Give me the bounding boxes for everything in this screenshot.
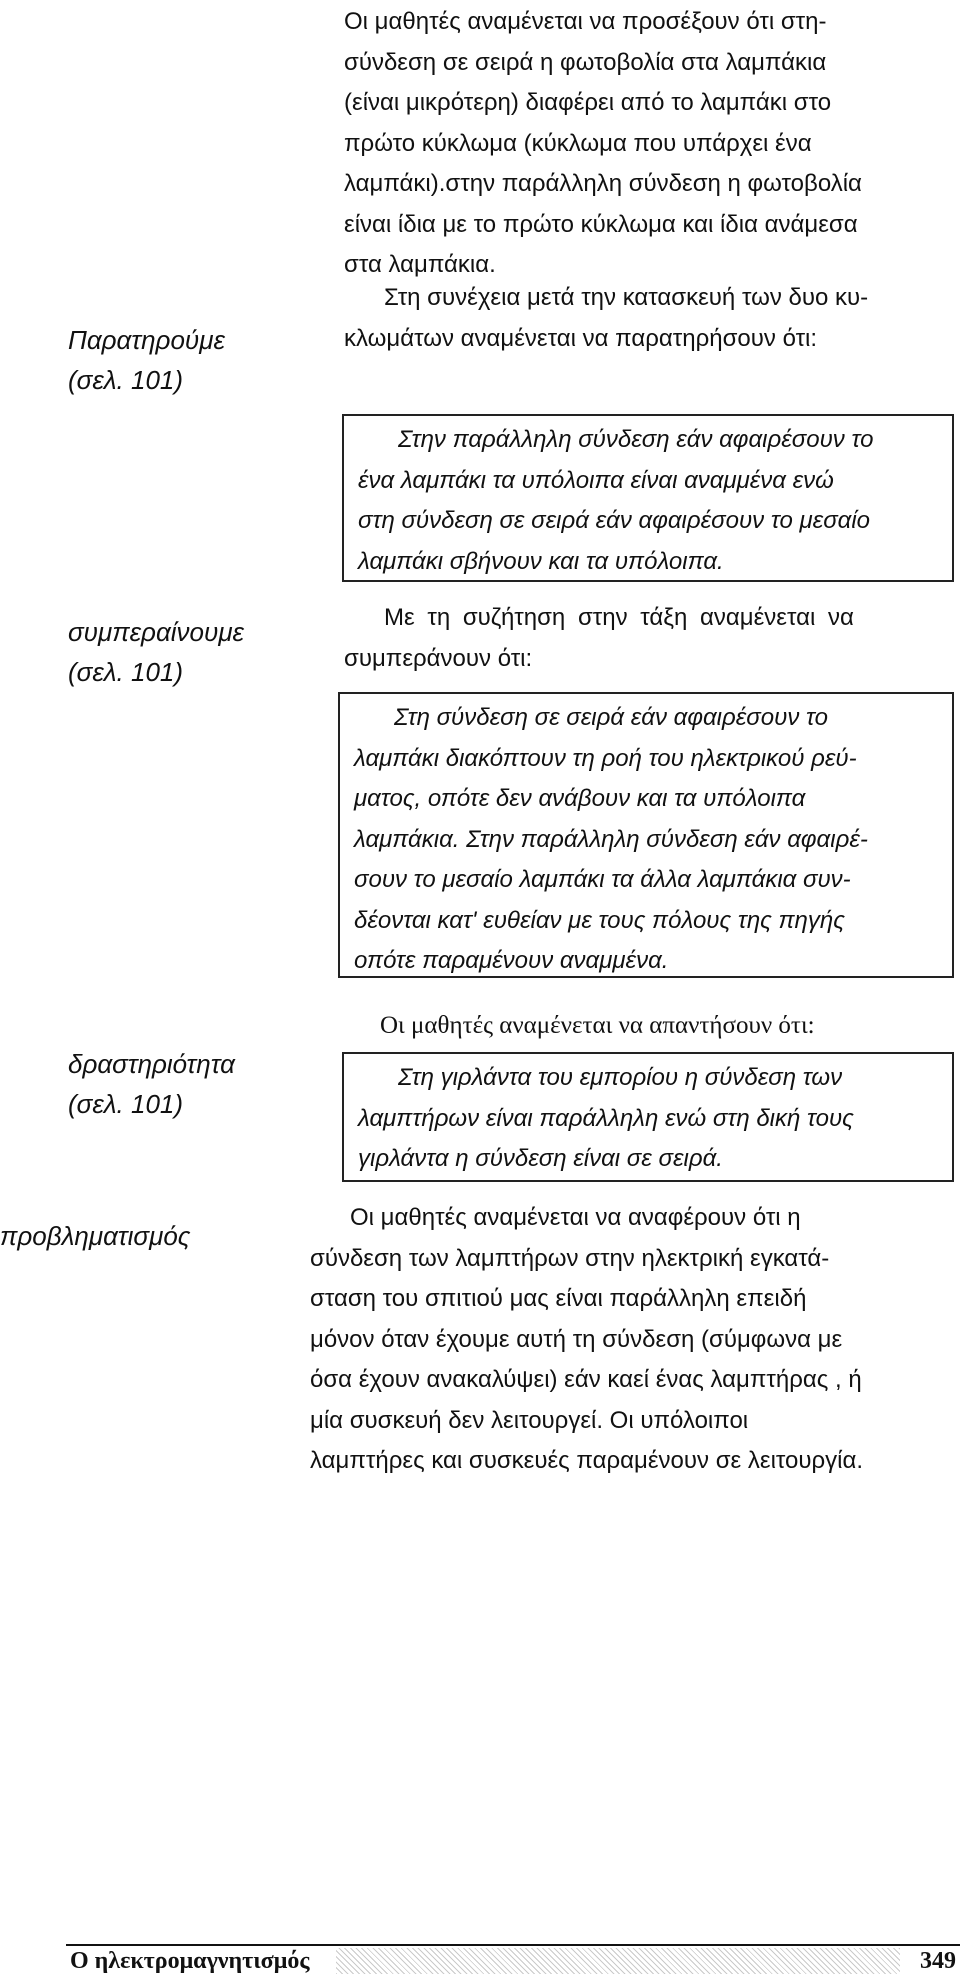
text-line: λαμπάκι σβήνουν και τα υπόλοιπα.: [358, 547, 724, 575]
text-line: ματος, οπότε δεν ανάβουν και τα υπόλοιπα: [354, 785, 806, 812]
text-line: κλωμάτων αναμένεται να παρατηρήσουν ότι:: [344, 324, 818, 352]
paragraph-expected-answer: [344, 1006, 952, 1047]
sidebar-note-label: δραστηριότητα: [68, 1049, 235, 1079]
text-line: Στην παράλληλη σύνδεση εάν αφαιρέσουν το: [398, 426, 874, 453]
text-line: λαμπτήρες και συσκευές παραμένουν σε λειτουργία.: [310, 1447, 864, 1474]
text-line: Οι μαθητές αναμένεται να προσέξουν ότι στη-: [344, 8, 827, 35]
text-line: σταση του σπιτιού μας είναι παράλληλη επειδή: [310, 1285, 807, 1312]
paragraph-class-discussion: [344, 598, 952, 679]
answer-box-conclusion: [338, 692, 954, 978]
text-line: λαμπτήρων είναι παράλληλη ενώ στη δική τους: [358, 1104, 854, 1132]
text-line: λαμπάκια. Στην παράλληλη σύνδεση εάν αφαιρέ-: [354, 825, 868, 853]
text-line: ένα λαμπάκι τα υπόλοιπα είναι αναμμένα ενώ: [358, 466, 834, 494]
sidebar-note-page: (σελ. 101): [68, 657, 184, 687]
text-line: σύνδεση σε σειρά η φωτοβολία στα λαμπάκια: [344, 48, 827, 76]
footer-pattern: [336, 1948, 900, 1974]
page-footer: [66, 1944, 960, 1976]
text-line: οπότε παραμένουν αναμμένα.: [354, 947, 669, 974]
text-line: μόνον όταν έχουμε αυτή τη σύνδεση (σύμφωνα με: [310, 1325, 843, 1353]
text-line: (είναι μικρότερη) διαφέρει από το λαμπάκι στο: [344, 89, 832, 116]
text-line: γιρλάντα η σύνδεση είναι σε σειρά.: [358, 1145, 723, 1172]
text-line: λαμπάκι διακόπτουν τη ροή του ηλεκτρικού ρεύ-: [354, 744, 857, 772]
text-line: Στη σύνδεση σε σειρά εάν αφαιρέσουν το: [394, 704, 828, 731]
footer-chapter-title: Ο ηλεκτρομαγνητισμός: [70, 1948, 310, 1974]
sidebar-note-reflection: [0, 1216, 190, 1256]
paragraph-after-construction: [344, 278, 952, 359]
text-line: στα λαμπάκια.: [344, 251, 496, 278]
text-line: μία συσκευή δεν λειτουργεί. Οι υπόλοιποι: [310, 1406, 749, 1434]
text-line: Στη γιρλάντα του εμπορίου η σύνδεση των: [398, 1064, 843, 1091]
text-line: Οι μαθητές αναμένεται να απαντήσουν ότι:: [380, 1012, 815, 1039]
sidebar-note-label: προβληματισμός: [0, 1221, 191, 1251]
text-line: συμπεράνουν ότι:: [344, 644, 533, 672]
text-line: Οι μαθητές αναμένεται να αναφέρουν ότι η: [350, 1204, 801, 1231]
text-line: όσα έχουν ανακαλύψει) εάν καεί ένας λαμπτήρας , ή: [310, 1366, 862, 1393]
sidebar-note-label: Παρατηρούμε: [68, 325, 225, 355]
text-line: πρώτο κύκλωμα (κύκλωμα που υπάρχει ένα: [344, 129, 812, 157]
paragraph-observation-intro: [344, 2, 952, 286]
sidebar-note-page: (σελ. 101): [68, 365, 184, 395]
page-number: 349: [920, 1948, 956, 1974]
text-line: Με τη συζήτηση στην τάξη αναμένεται να: [384, 604, 854, 631]
sidebar-note-activity: [68, 1044, 235, 1124]
paragraph-home-wiring: [310, 1198, 952, 1482]
text-line: Στη συνέχεια μετά την κατασκευή των δυο κυ-: [384, 284, 869, 311]
sidebar-note-conclude: [68, 612, 244, 692]
text-line: λαμπάκι).στην παράλληλη σύνδεση η φωτοβολία: [344, 170, 862, 197]
text-line: σύνδεση των λαμπτήρων στην ηλεκτρική εγκατά-: [310, 1244, 830, 1272]
sidebar-note-page: (σελ. 101): [68, 1089, 184, 1119]
text-line: δέονται κατ' ευθείαν με τους πόλους της πηγής: [354, 906, 845, 934]
answer-box-parallel-vs-series: [342, 414, 954, 582]
answer-box-garland: [342, 1052, 954, 1182]
text-line: είναι ίδια με το πρώτο κύκλωμα και ίδια ανάμεσα: [344, 210, 858, 238]
sidebar-note-observe: [68, 320, 225, 400]
text-line: στη σύνδεση σε σειρά εάν αφαιρέσουν το μεσαίο: [358, 507, 871, 534]
text-line: σουν το μεσαίο λαμπάκι τα άλλα λαμπάκια συν-: [354, 866, 851, 893]
sidebar-note-label: συμπεραίνουμε: [68, 617, 244, 647]
